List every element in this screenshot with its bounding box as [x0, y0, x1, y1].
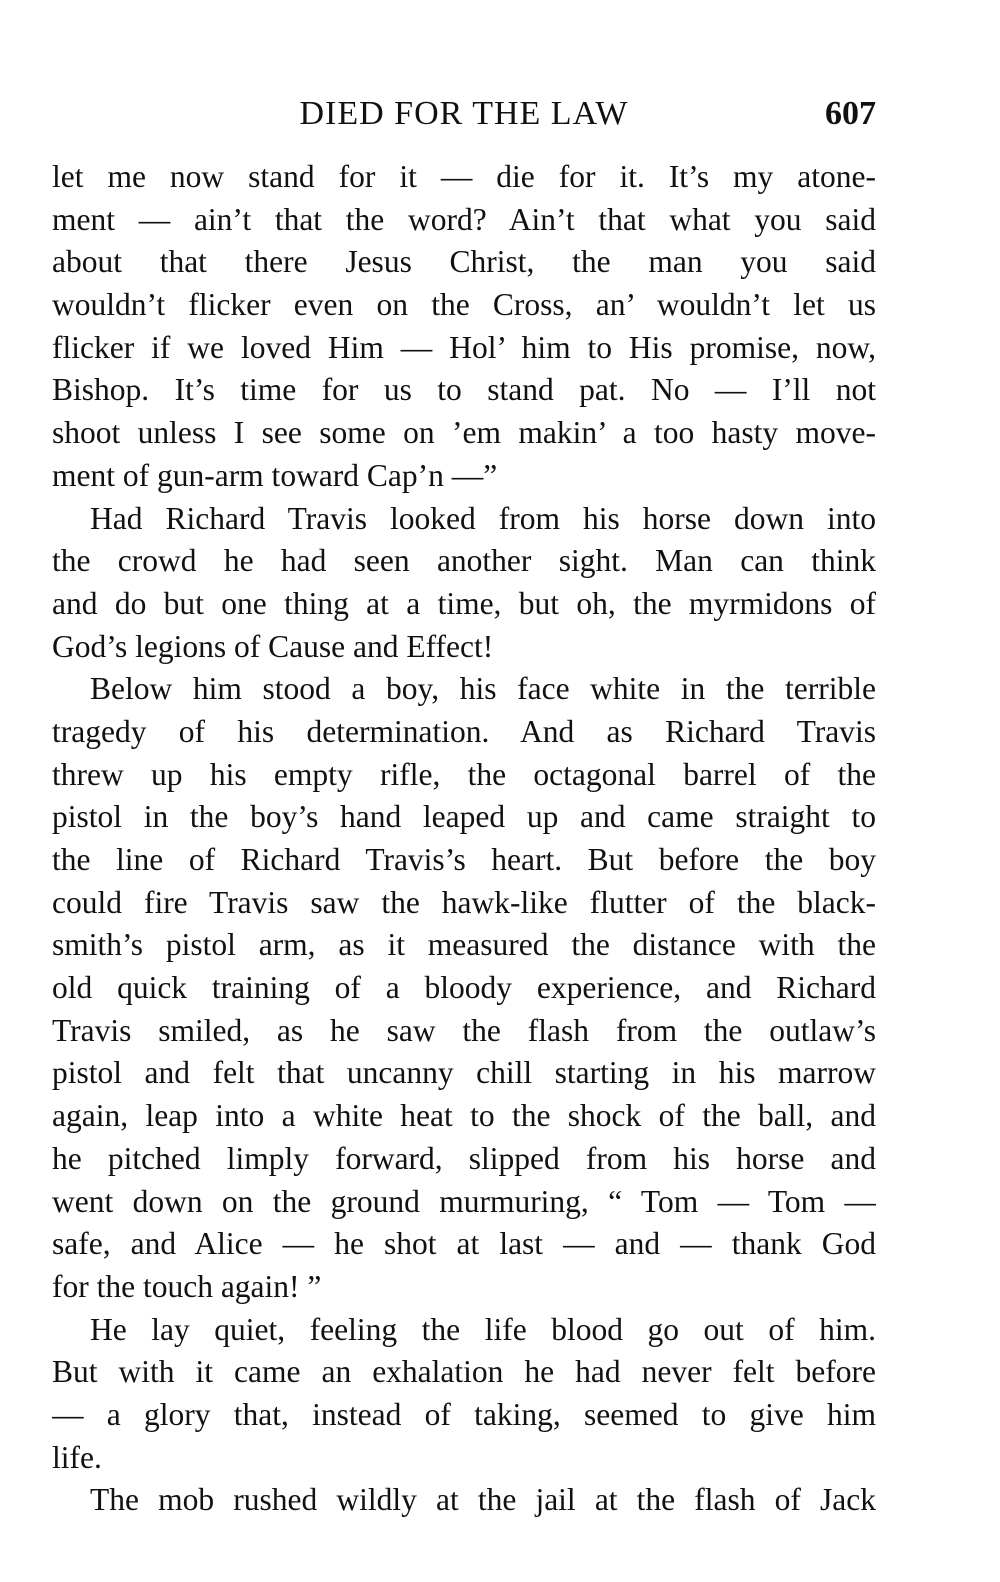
text-line: he pitched limply forward, slipped from his horse and	[52, 1140, 876, 1176]
paragraph-3	[52, 668, 876, 1308]
body-text	[52, 156, 876, 1522]
text-line: Had Richard Travis looked from his horse down into	[90, 500, 876, 536]
paragraph-1	[52, 156, 876, 498]
text-line: ment of gun-arm toward Cap’n —”	[52, 457, 498, 493]
text-line: pistol and felt that uncanny chill starting in his marrow	[52, 1055, 876, 1091]
text-line: threw up his empty rifle, the octagonal barrel of the	[52, 756, 876, 792]
paragraph-2	[52, 498, 876, 669]
text-line: ment — ain’t that the word? Ain’t that what you said	[52, 201, 876, 237]
text-line: life.	[52, 1439, 102, 1475]
page-header	[52, 92, 876, 144]
text-line: wouldn’t flicker even on the Cross, an’ wouldn’t let us	[52, 287, 876, 323]
text-line: again, leap into a white heat to the shock of the ball, and	[52, 1098, 876, 1134]
paragraph-4	[52, 1309, 876, 1480]
text-line: God’s legions of Cause and Effect!	[52, 628, 494, 664]
text-line: The mob rushed wildly at the jail at the flash of Jack	[90, 1482, 876, 1518]
text-line: flicker if we loved Him — Hol’ him to His promise, now,	[52, 329, 876, 365]
text-line: pistol in the boy’s hand leaped up and came straight to	[52, 799, 876, 835]
text-line: smith’s pistol arm, as it measured the distance with the	[52, 927, 876, 963]
running-title: DIED FOR THE LAW	[299, 95, 629, 132]
text-line: Travis smiled, as he saw the flash from the outlaw’s	[52, 1012, 876, 1048]
text-line: — a glory that, instead of taking, seemed to give him	[52, 1396, 876, 1432]
text-line: shoot unless I see some on ’em makin’ a too hasty move-	[52, 415, 876, 451]
text-line: the crowd he had seen another sight. Man can think	[52, 543, 876, 579]
text-line: Below him stood a boy, his face white in the terrible	[90, 671, 876, 707]
text-line: for the touch again! ”	[52, 1268, 322, 1304]
text-line: old quick training of a bloody experience, and Richard	[52, 970, 876, 1006]
text-line: went down on the ground murmuring, “ Tom — Tom —	[52, 1183, 876, 1219]
text-line: the line of Richard Travis’s heart. But before the boy	[52, 842, 876, 877]
text-line: He lay quiet, feeling the life blood go out of him.	[90, 1311, 876, 1347]
text-line: Bishop. It’s time for us to stand pat. No — I’ll not	[52, 372, 876, 408]
text-line: tragedy of his determination. And as Richard Travis	[52, 713, 876, 749]
text-line: But with it came an exhalation he had never felt before	[52, 1354, 876, 1390]
paragraph-5	[52, 1479, 876, 1522]
text-line: safe, and Alice — he shot at last — and — thank God	[52, 1226, 876, 1262]
book-page	[52, 92, 876, 1522]
text-line: let me now stand for it — die for it. It’s my atone-	[52, 159, 876, 194]
page-number: 607	[825, 95, 876, 132]
text-line: about that there Jesus Christ, the man you said	[52, 244, 876, 280]
text-line: could fire Travis saw the hawk-like flutter of the black-	[52, 884, 876, 920]
text-line: and do but one thing at a time, but oh, the myrmidons of	[52, 585, 876, 621]
